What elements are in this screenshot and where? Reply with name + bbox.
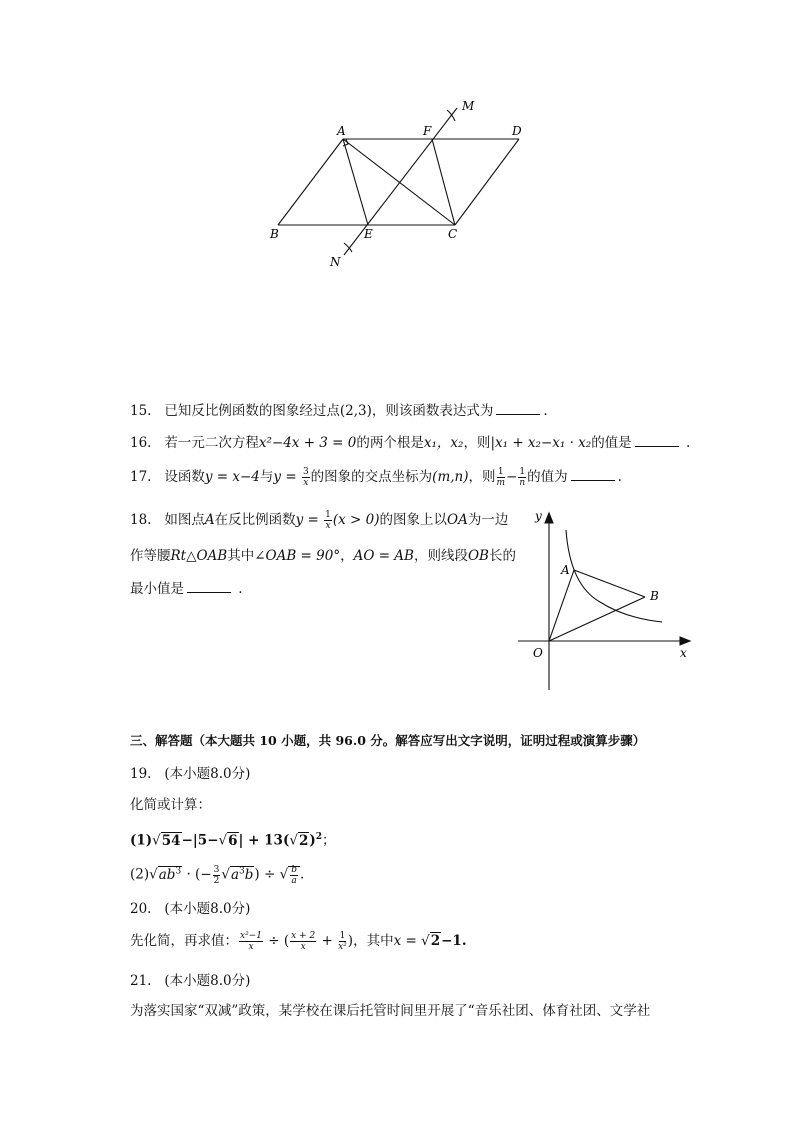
label-B: B (270, 227, 279, 241)
segment-AE (343, 139, 368, 225)
hyperbola-figure (510, 505, 700, 695)
hyperbola-curve (566, 530, 662, 622)
y-axis-arrow (545, 513, 553, 523)
segment-OA (549, 570, 574, 641)
line-MN (344, 108, 457, 255)
question-18-line1: 18. 如图点A在反比例函数y = $\frac{1}{x}$ (x > 0)的图象上以OA为一边 (130, 510, 509, 531)
segment-AB (278, 139, 343, 225)
label-y: y (535, 509, 542, 523)
segment-AC (343, 139, 455, 225)
question-20-header: 20. (本小题8.0分) (130, 901, 251, 917)
segment-DC (455, 139, 519, 225)
question-16: 16. 若一元二次方程x²−4x + 3 = 0的两个根是x₁，x₂，则|x₁ + x₂−x₁ · x₂的值是 . (130, 435, 691, 451)
section-3-title: 三、解答题（本大题共 10 小题，共 96.0 分。解答应写出文字说明，证明过程或演算步骤） (130, 733, 646, 748)
question-18-line3: 最小值是 . (130, 581, 243, 597)
question-18-line2: 作等腰Rt△OAB其中∠OAB = 90°，AO = AB，则线段OB长的 (130, 548, 516, 564)
label-N: N (330, 255, 341, 269)
question-19-header: 19. (本小题8.0分) (130, 766, 251, 782)
label-D: D (512, 124, 522, 138)
question-15: 15. 已知反比例函数的图象经过点(2,3)，则该函数表达式为 . (130, 403, 548, 419)
question-19-part1: $(1)√54-|5-√6| + 13(√2)^2$； (130, 832, 336, 849)
question-19-instruction: 化简或计算： (130, 797, 211, 813)
x-axis-arrow (680, 637, 690, 645)
question-17: 17. 设函数y = x−4与y = $\frac{3}{x}$ 的图象的交点坐标为(m,n)，则 $\frac{1}{m}$ − $\frac{1}{n}$ 的值为 . (130, 467, 622, 488)
label-C: C (448, 227, 458, 241)
question-21-body: 为落实国家“双减”政策，某学校在课后托管时间里开展了“音乐社团、体育社团、文学社 (130, 1003, 651, 1019)
parallelogram-figure (260, 95, 540, 275)
question-19-part2: $(2)√ab^3$ · (− $\frac{3}{2}$ $√a^3b$) ÷ √ $\frac{b}{a}$ . (130, 864, 305, 886)
question-20-body: 先化简，再求值： $\frac{\text{x²−1}}{x}$ ÷ ( $\frac{x + 2}{x}$ + $\frac{1}{\text{x²}}$ )，其中x = √2−1. (130, 931, 467, 952)
segment-FC (432, 139, 455, 225)
label-A: A (561, 563, 570, 577)
label-x: x (680, 646, 687, 660)
segment-AB (574, 570, 645, 597)
label-M: M (462, 99, 475, 113)
label-A: A (337, 124, 346, 138)
label-F: F (423, 124, 432, 138)
segment-OB (549, 597, 645, 641)
label-B: B (650, 589, 659, 603)
question-21-header: 21. (本小题8.0分) (130, 973, 251, 989)
label-E: E (364, 227, 373, 241)
label-O: O (533, 646, 543, 660)
